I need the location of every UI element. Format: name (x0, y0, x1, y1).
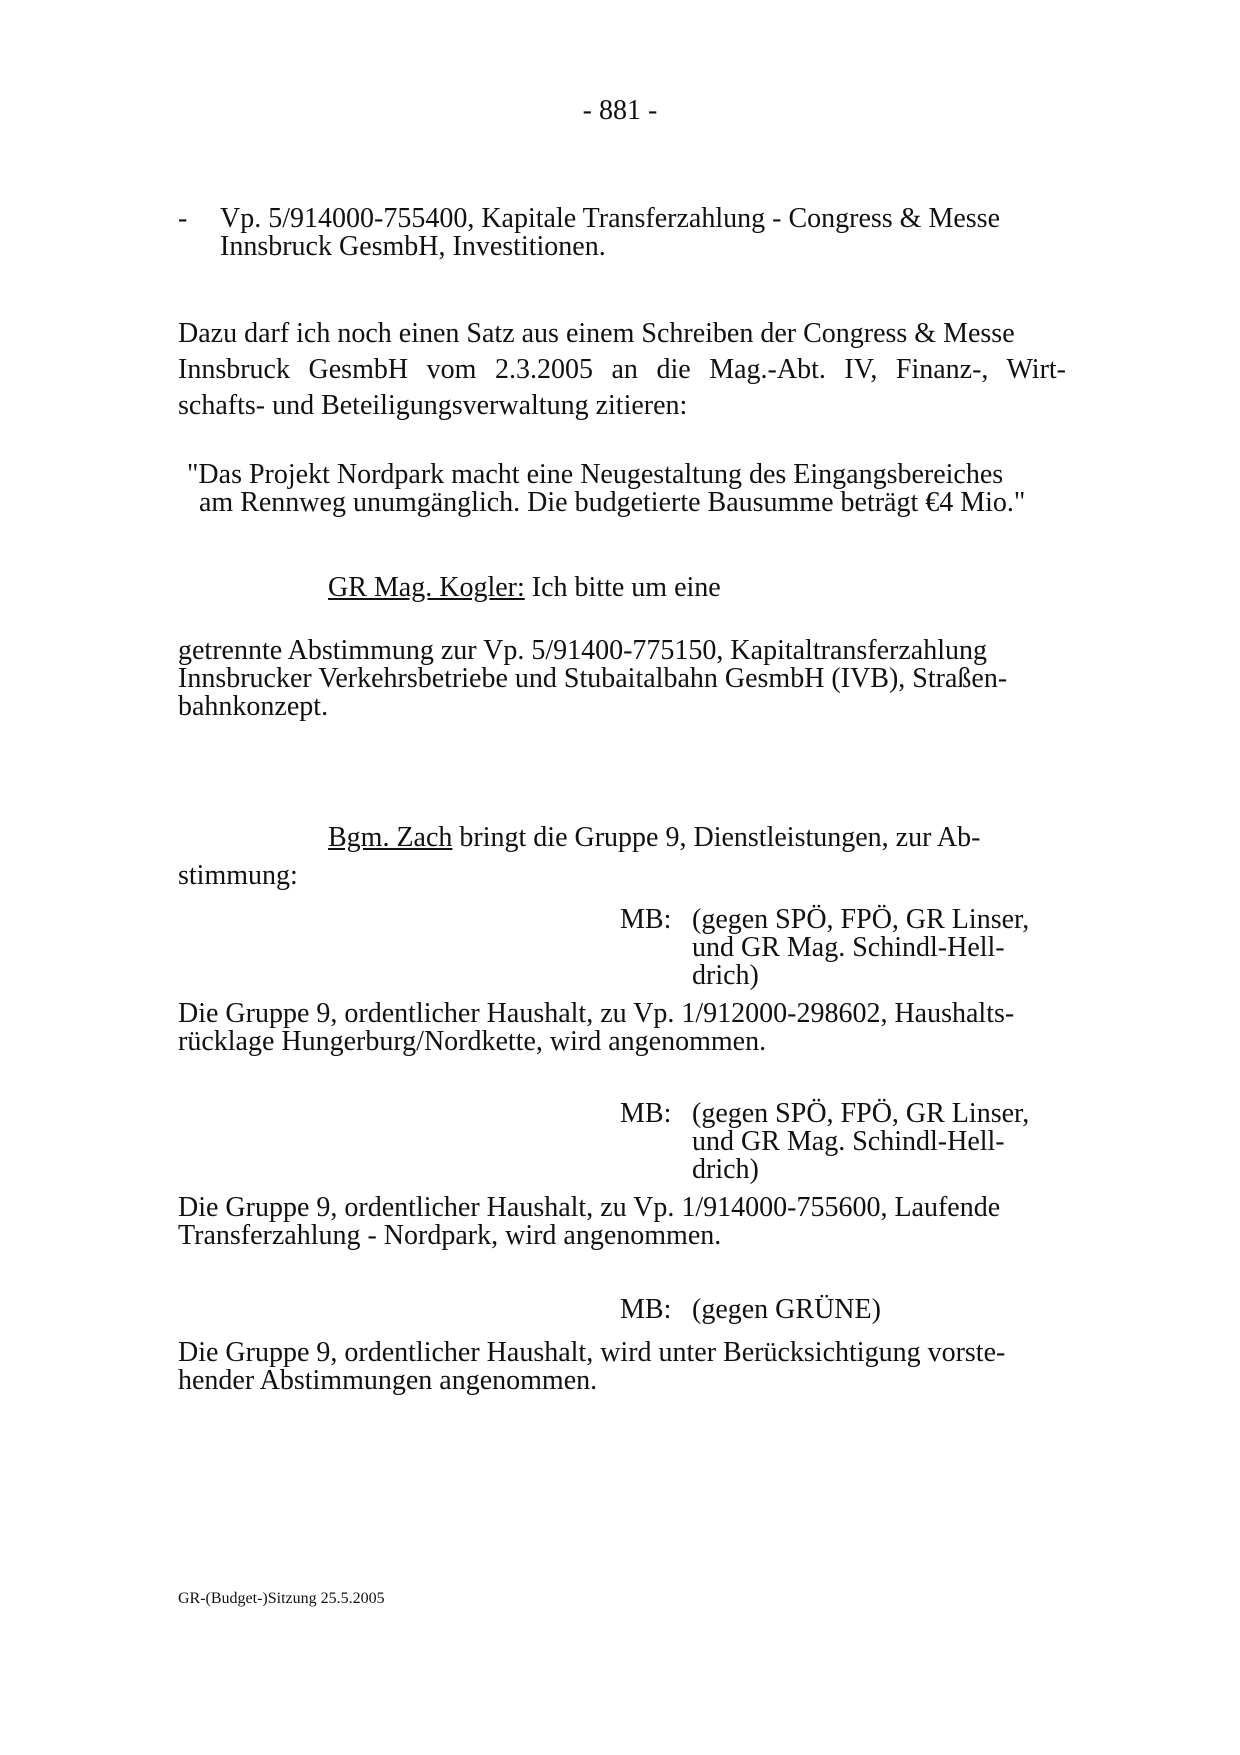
zach-continuation: stimmung: (178, 860, 298, 891)
mb-line: und GR Mag. Schindl-Hell- (692, 1126, 1005, 1157)
text-line: schafts- und Beteiligungsverwaltung zitieren: (178, 390, 688, 421)
majority-vote-note (620, 906, 1080, 996)
bullet-item (220, 205, 1080, 261)
vote-result (178, 1339, 1066, 1395)
mb-label: MB: (620, 904, 672, 935)
statement-text: Ich bitte um eine (524, 572, 721, 603)
text-line: Die Gruppe 9, ordentlicher Haushalt, zu Vp. 1/912000-298602, Haushalts- (178, 998, 1015, 1029)
quote-line: am Rennweg unumgänglich. Die budgetierte Bausumme beträgt €4 Mio." (199, 487, 1026, 518)
kogler-statement (328, 574, 721, 602)
mb-text (692, 1100, 1072, 1184)
text-line: hender Abstimmungen angenommen. (178, 1365, 598, 1396)
intro-paragraph (178, 316, 1066, 424)
vote-result (178, 1000, 1066, 1056)
quote-block (187, 461, 1067, 517)
bullet-line: Vp. 5/914000-755400, Kapitale Transferzahlung - Congress & Messe (220, 203, 1001, 234)
text-line: Transferzahlung - Nordpark, wird angenommen. (178, 1220, 722, 1251)
bullet-line: Innsbruck GesmbH, Investitionen. (220, 231, 606, 262)
majority-vote-note (620, 1100, 1080, 1190)
mb-line: drich) (692, 960, 759, 991)
mb-line: und GR Mag. Schindl-Hell- (692, 932, 1005, 963)
statement-text: bringt die Gruppe 9, Dienstleistungen, zur Ab- (452, 822, 981, 853)
mb-line: (gegen SPÖ, FPÖ, GR Linser, (692, 904, 1030, 935)
text-line: Innsbruck GesmbH vom 2.3.2005 an die Mag.-Abt. IV, Finanz-, Wirt- (178, 354, 1066, 385)
speaker-name: Bgm. Zach (328, 822, 453, 853)
text-line: Die Gruppe 9, ordentlicher Haushalt, wird unter Berücksichtigung vorste- (178, 1337, 1006, 1368)
zach-statement (328, 824, 980, 852)
vote-result (178, 1194, 1066, 1250)
mb-label: MB: (620, 1098, 672, 1129)
bullet-dash: - (178, 203, 188, 234)
kogler-continuation (178, 637, 1066, 721)
mb-text (692, 906, 1072, 990)
text-line: Die Gruppe 9, ordentlicher Haushalt, zu Vp. 1/914000-755600, Laufende (178, 1192, 1001, 1223)
majority-vote-note (620, 1296, 1080, 1326)
footer: GR-(Budget-)Sitzung 25.5.2005 (178, 1590, 385, 1607)
text-line: rücklage Hungerburg/Nordkette, wird angenommen. (178, 1026, 767, 1057)
text-line: bahnkonzept. (178, 691, 329, 722)
speaker-name: GR Mag. Kogler: (328, 572, 525, 603)
mb-label: MB: (620, 1294, 672, 1325)
text-line: getrennte Abstimmung zur Vp. 5/91400-775150, Kapitaltransferzahlung (178, 635, 987, 666)
text-line: Dazu darf ich noch einen Satz aus einem Schreiben der Congress & Messe (178, 318, 1015, 349)
page-number: - 881 - (582, 95, 658, 126)
text-line: Innsbrucker Verkehrsbetriebe und Stubaitalbahn GesmbH (IVB), Straßen- (178, 663, 1008, 694)
mb-text (692, 1296, 1072, 1324)
mb-line: (gegen GRÜNE) (692, 1294, 881, 1325)
mb-line: (gegen SPÖ, FPÖ, GR Linser, (692, 1098, 1030, 1129)
quote-line: "Das Projekt Nordpark macht eine Neugestaltung des Eingangsbereiches (187, 459, 1004, 490)
mb-line: drich) (692, 1154, 759, 1185)
